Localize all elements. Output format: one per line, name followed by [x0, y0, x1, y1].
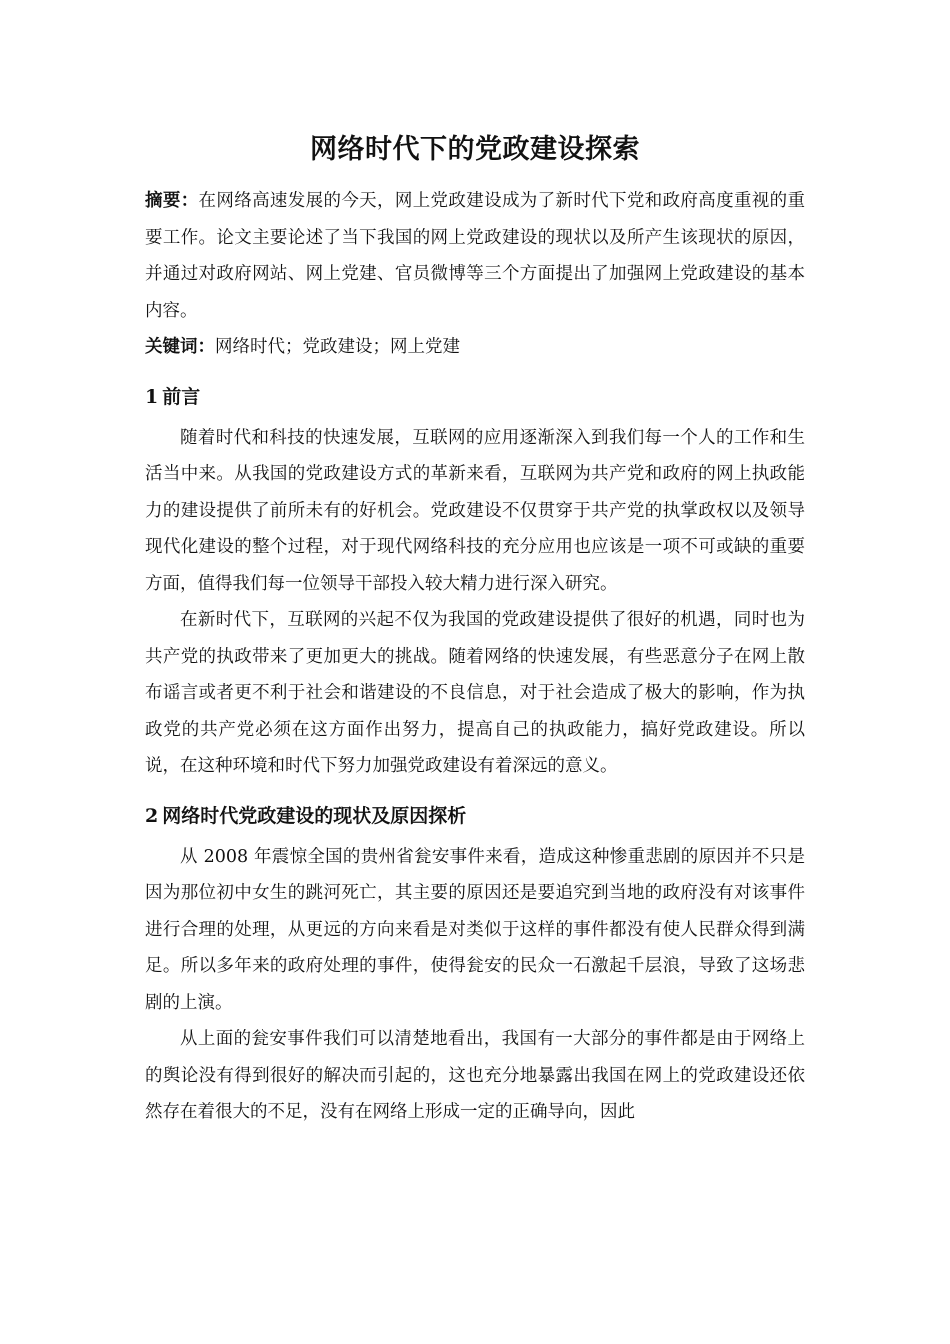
paragraph: 从上面的瓮安事件我们可以清楚地看出，我国有一大部分的事件都是由于网络上的舆论没有得到很好的解决而引起的，这也充分地暴露出我国在网上的党政建设还依然存在着很大的不足，没有在网络上形成一定的正确导向，因此 [145, 1029, 805, 1122]
section-title: 前言 [162, 385, 201, 408]
paper-body [145, 183, 805, 1131]
section-number: 1 [145, 385, 159, 408]
paragraph: 从 2008 年震惊全国的贵州省瓮安事件来看，造成这种惨重悲剧的原因并不只是因为那位初中女生的跳河死亡，其主要的原因还是要追究到当地的政府没有对该事件进行合理的处理，从更远的方向来看是对类似于这样的事件都没有使人民群众得到满足。所以多年来的政府处理的事件，使得瓮安的民众一石激起千层浪，导致了这场悲剧的上演。 [145, 846, 805, 1013]
section-title: 网络时代党政建设的现状及原因探析 [162, 804, 467, 827]
abstract-text: 在网络高速发展的今天，网上党政建设成为了新时代下党和政府高度重视的重要工作。论文主要论述了当下我国的网上党政建设的现状以及所产生该现状的原因，并通过对政府网站、网上党建、官员微博等三个方面提出了加强网上党政建设的基本内容。 [145, 191, 806, 321]
paper-title: 网络时代下的党政建设探索 [310, 134, 640, 165]
section-heading-2 [145, 797, 805, 835]
abstract [145, 183, 805, 329]
paragraph: 在新时代下，互联网的兴起不仅为我国的党政建设提供了很好的机遇，同时也为共产党的执政带来了更加更大的挑战。随着网络的快速发展，有些恶意分子在网上散布谣言或者更不利于社会和谐建设的不良信息，对于社会造成了极大的影响，作为执政党的共产党必须在这方面作出努力，提高自己的执政能力，搞好党政建设。所以说，在这种环境和时代下努力加强党政建设有着深远的意义。 [145, 610, 805, 776]
abstract-label: 摘要： [145, 191, 199, 211]
keywords [145, 329, 805, 366]
section-heading-1 [145, 378, 805, 416]
paragraph: 随着时代和科技的快速发展，互联网的应用逐渐深入到我们每一个人的工作和生活当中来。从我国的党政建设方式的革新来看，互联网为共产党和政府的网上执政能力的建设提供了前所未有的好机会。党政建设不仅贯穿于共产党的执掌政权以及领导现代化建设的整个过程，对于现代网络科技的充分应用也应该是一项不可或缺的重要方面，值得我们每一位领导干部投入较大精力进行深入研究。 [145, 427, 805, 594]
keywords-text: 网络时代；党政建设；网上党建 [215, 337, 460, 357]
section-number: 2 [145, 804, 159, 827]
keywords-label: 关键词： [145, 337, 215, 357]
